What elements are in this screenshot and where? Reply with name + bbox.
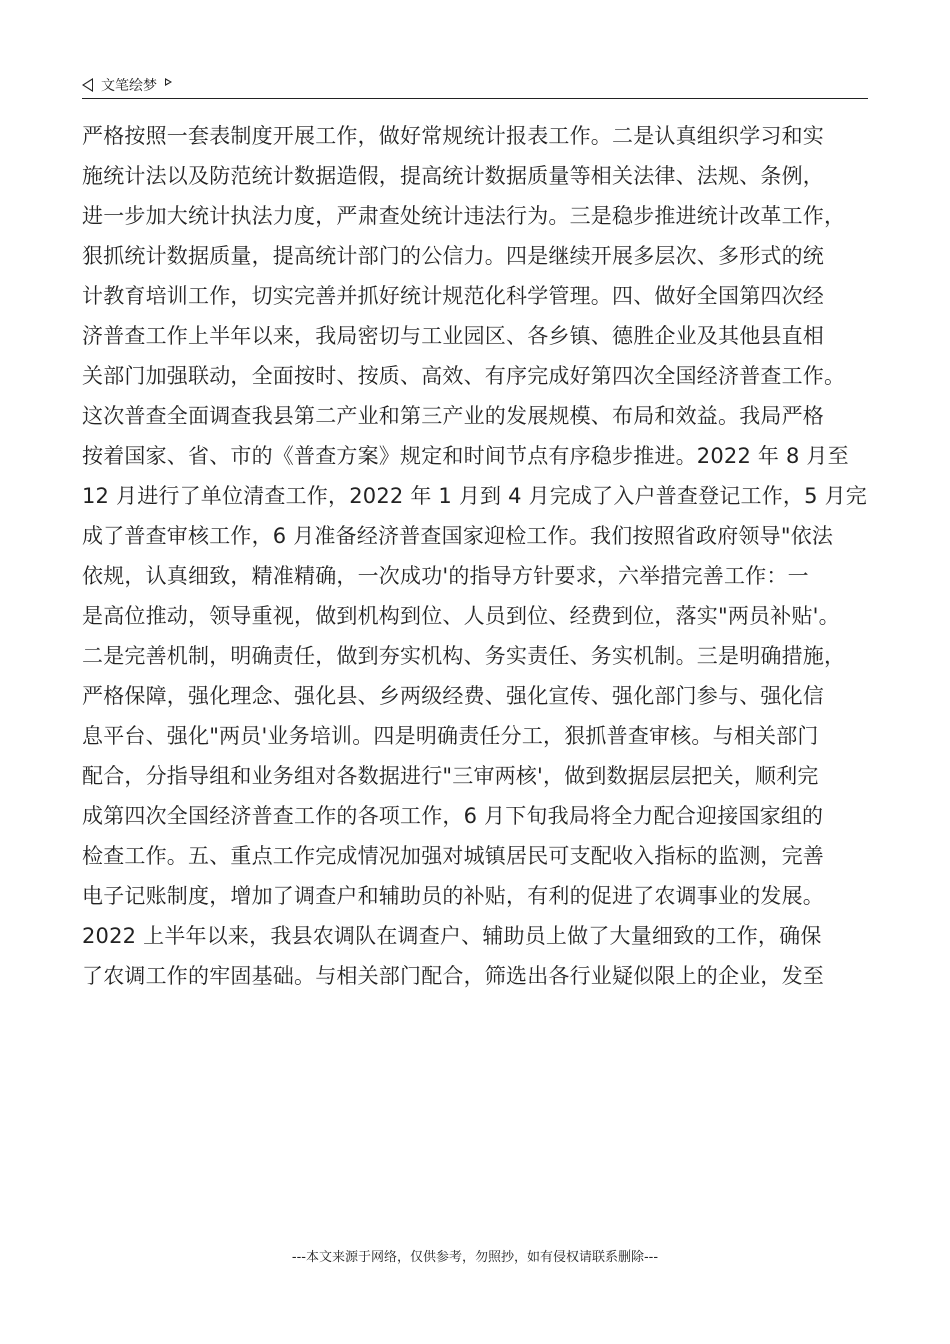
text-line: 计教育培训工作，切实完善并抓好统计规范化科学管理。四、做好全国第四次经 [82,284,824,308]
text-line: 这次普查全面调查我县第二产业和第三产业的发展规模、布局和效益。我局严格 [82,404,824,428]
text-line: 严格按照一套表制度开展工作，做好常规统计报表工作。二是认真组织学习和实 [82,124,824,148]
text-line: 严格保障，强化理念、强化县、乡两级经费、强化宣传、强化部门参与、强化信 [82,684,824,708]
text-line: 息平台、强化"两员'业务培训。四是明确责任分工，狠抓普查审核。与相关部门 [82,724,819,748]
text-line: 是高位推动，领导重视，做到机构到位、人员到位、经费到位，落实"两员补贴'。 [82,604,840,628]
left-triangle-icon [82,78,93,92]
text-line: 电子记账制度，增加了调查户和辅助员的补贴，有利的促进了农调事业的发展。 [82,884,824,908]
header-title: 文笔绘梦 [101,78,157,94]
text-line: 二是完善机制，明确责任，做到夯实机构、务实责任、务实机制。三是明确措施， [82,644,846,668]
body-text [82,116,872,996]
text-line: 12 月进行了单位清查工作，2022 年 1 月到 4 月完成了入户普查登记工作，5 月完 [82,484,867,508]
right-triangle-icon [165,78,172,86]
text-line: 狠抓统计数据质量，提高统计部门的公信力。四是继续开展多层次、多形式的统 [82,244,824,268]
text-line: 成第四次全国经济普查工作的各项工作，6 月下旬我局将全力配合迎接国家组的 [82,804,824,828]
page-header [82,72,868,99]
text-line: 2022 上半年以来，我县农调队在调查户、辅助员上做了大量细致的工作，确保 [82,924,822,948]
text-line: 按着国家、省、市的《普查方案》规定和时间节点有序稳步推进。2022 年 8 月至 [82,444,849,468]
text-line: 依规，认真细致，精准精确，一次成功'的指导方针要求，六举措完善工作：一 [82,564,809,588]
text-line: 成了普查审核工作，6 月准备经济普查国家迎检工作。我们按照省政府领导"依法 [82,524,834,548]
text-line: 济普查工作上半年以来，我局密切与工业园区、各乡镇、德胜企业及其他县直相 [82,324,824,348]
text-line: 施统计法以及防范统计数据造假，提高统计数据质量等相关法律、法规、条例， [82,164,824,188]
text-line: 进一步加大统计执法力度，严肃查处统计违法行为。三是稳步推进统计改革工作， [82,204,846,228]
text-line: 了农调工作的牢固基础。与相关部门配合，筛选出各行业疑似限上的企业，发至 [82,964,824,988]
footer-disclaimer: ---本文来源于网络，仅供参考，勿照抄，如有侵权请联系删除--- [291,1250,659,1265]
text-line: 配合，分指导组和业务组对各数据进行"三审两核'，做到数据层层把关，顺利完 [82,764,819,788]
text-line: 关部门加强联动，全面按时、按质、高效、有序完成好第四次全国经济普查工作。 [82,364,846,388]
text-line: 检查工作。五、重点工作完成情况加强对城镇居民可支配收入指标的监测，完善 [82,844,824,868]
